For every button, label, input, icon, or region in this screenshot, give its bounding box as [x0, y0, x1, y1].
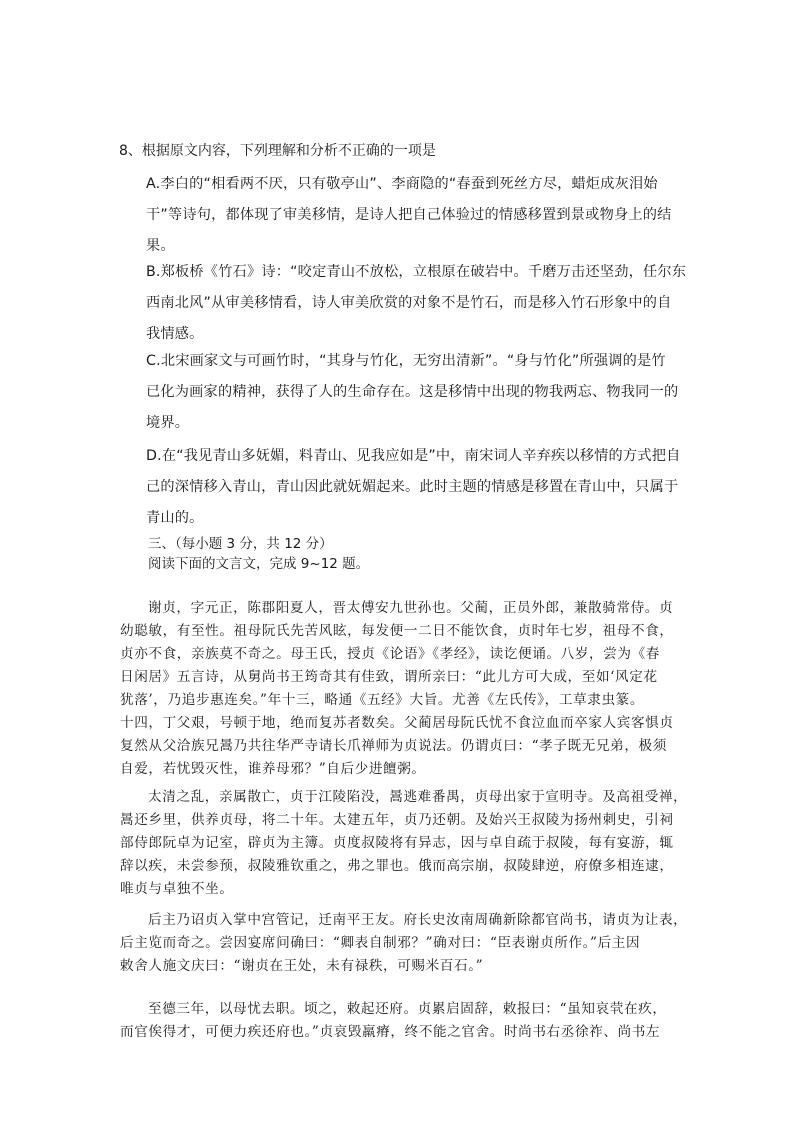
classical-p1-line-8: 自爱，若忧毁灭性，谁养母邪？”自后少进饘粥。: [120, 761, 426, 777]
classical-paragraph-1: [120, 597, 692, 781]
classical-p2-line-5: 唯贞与卓独不坐。: [120, 881, 234, 897]
classical-p2-line-3: 部侍郎阮卓为记室，辟贞为主簿。贞度叔陵将有异志，因与卓自疏于叔陵，每有宴游，辄: [120, 835, 674, 851]
classical-p3-line-3: 敕舍人施文庆曰：“谢贞在王处，未有禄秩，可赐米百石。”: [120, 958, 484, 974]
classical-p3-line-1: 后主乃诏贞入掌中宫管记，迁南平王友。府长史汝南周确新除都官尚书，请贞为让表，: [148, 912, 688, 928]
classical-p1-line-2: 幼聪敏，有至性。祖母阮氏先苦风眩，每发便一二日不能饮食，贞时年七岁，祖母不食，: [120, 623, 674, 639]
option-b-line-2: 西南北风”从审美移情看，诗人审美欣赏的对象不是竹石，而是移入竹石形象中的自: [146, 295, 672, 311]
classical-p3-line-2: 后主览而奇之。尝因宴席问确曰：“卿表自制邪？”确对曰：“臣表谢贞所作。”后主因: [120, 935, 641, 951]
option-a-line-2: 干”等诗句，都体现了审美移情，是诗人把自己体验过的情感移置到景或物身上的结: [146, 207, 672, 223]
option-a-line-3: 果。: [146, 238, 175, 254]
option-c: [146, 346, 694, 439]
option-b-line-3: 我情感。: [146, 326, 204, 342]
classical-p1-line-3: 贞亦不食，亲族莫不奇之。母王氏，授贞《论语》《孝经》，读讫便诵。八岁，尝为《春: [120, 646, 660, 662]
classical-p1-line-6: 十四，丁父艰，号顿于地，绝而复苏者数矣。父蔺居母阮氏忧不食泣血而卒家人宾客惧贞: [120, 715, 674, 731]
classical-p4-line-1: 至德三年，以母忧去职。顷之，敕起还府。贞累启固辞，敕报曰：“虽知哀茕在疚，: [148, 1001, 667, 1017]
option-c-line-3: 境界。: [146, 415, 190, 431]
classical-paragraph-3: [120, 909, 692, 978]
classical-p2-line-4: 辞以疾，未尝参预，叔陵雅钦重之，弗之罪也。俄而高宗崩，叔陵肆逆，府僚多相连逮，: [120, 858, 674, 874]
section-3-heading: 三、（每小题 3 分，共 12 分）: [148, 536, 333, 552]
classical-p1-line-4: 日闲居》五言诗，从舅尚书王筠奇其有佳致，谓所亲曰：“此儿方可大成，至如‘风定花: [120, 669, 658, 685]
classical-p2-line-2: 暠还乡里，供养贞母，将二十年。太建五年，贞乃还朝。及始兴王叔陵为扬州刺史，引祠: [120, 812, 674, 828]
classical-p1-line-7: 复然从父洽族兄暠乃共往华严寺请长爪禅师为贞说法。仍谓贞曰：“孝子既无兄弟，极须: [120, 738, 667, 754]
option-b-line-1: B.郑板桥《竹石》诗：“咬定青山不放松，立根原在破岩中。千磨万击还坚劲，任尔东: [146, 264, 687, 280]
option-d-line-2: 己的深情移入青山，青山因此就妩媚起来。此时主题的情感是移置在青山中，只属于: [146, 479, 679, 495]
section-3-instruction: 阅读下面的文言文，完成 9~12 题。: [148, 556, 370, 572]
option-d-line-3: 青山的。: [146, 510, 204, 526]
classical-p2-line-1: 太清之乱，亲属散亡，贞于江陵陷没，暠逃难番禺，贞母出家于宣明寺。及高祖受禅，: [148, 789, 688, 805]
option-d-line-1: D.在“我见青山多妩媚，料青山、见我应如是”中，南宋词人辛弃疾以移情的方式把自: [146, 448, 681, 464]
classical-p1-line-1: 谢贞，字元正，陈郡阳夏人，晋太傅安九世孙也。父蔺，正员外郎，兼散骑常侍。贞: [148, 600, 674, 616]
classical-paragraph-2: [120, 786, 692, 901]
classical-p4-line-2: 而官俟得才，可便力疾还府也。”贞哀毁羸瘠，终不能之官舍。时尚书右丞徐祚、尚书左: [120, 1024, 661, 1040]
option-d: [146, 441, 694, 534]
option-c-line-2: 已化为画家的精神，获得了人的生命存在。这是移情中出现的物我两忘、物我同一的: [146, 384, 679, 400]
question-8-stem: 8、根据原文内容，下列理解和分析不正确的一项是: [119, 143, 436, 159]
classical-p1-line-5: 犹落’，乃追步惠连矣。”年十三，略通《五经》大旨。尤善《左氏传》，工草隶虫篆。: [120, 692, 645, 708]
option-b: [146, 257, 694, 350]
option-a: [146, 169, 694, 262]
classical-paragraph-4: [120, 998, 692, 1044]
option-a-line-1: A.李白的“相看两不厌，只有敬亭山”、李商隐的“春蚕到死丝方尽，蜡炬成灰泪始: [146, 176, 658, 192]
option-c-line-1: C.北宋画家文与可画竹时，“其身与竹化，无穷出清新”。“身与竹化”所强调的是竹: [146, 353, 666, 369]
